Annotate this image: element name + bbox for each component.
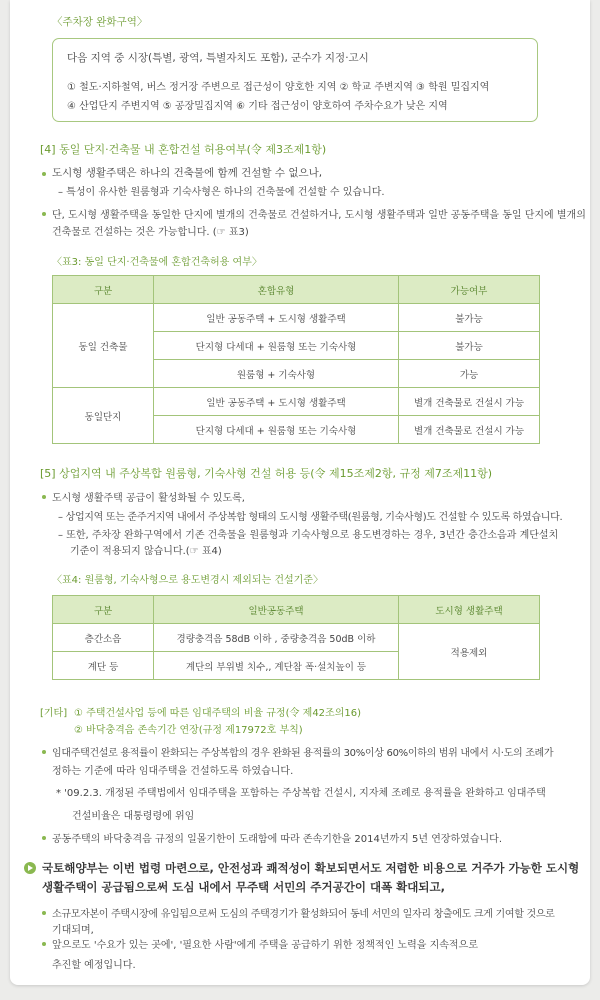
parking-zone-line1: ① 철도·지하철역, 버스 정거장 주변으로 접근성이 양호한 지역 ② 학교 주변지역 ③ 학원 밀집지역 [67,82,490,93]
section4-heading: [4] 동일 단지·건축물 내 혼합건설 허용여부(令 제3조제1항) [40,143,327,156]
section5-sub1: – 상업지역 또는 준주거지역 내에서 주상복합 형태의 도시형 생활주택(원룸형, 기숙사형)도 건설할 수 있도록 하였습니다. [58,512,563,523]
conclusion-bullet2-line2: 추진할 예정입니다. [52,960,136,971]
table-row [53,304,540,332]
table3-title: 〈표3: 동일 단지·건축물에 혼합건축허용 여부〉 [52,257,262,268]
table-cell: 불가능 [399,304,540,332]
table3-header-type: 혼합유형 [154,276,399,304]
parking-zone-box [52,38,538,122]
table-cell: 단지형 다세대 + 원룸형 또는 기숙사형 [154,416,399,444]
other-bullet2: 공동주택의 바닥충격음 규정의 일몰기한이 도래함에 따라 존속기한을 2014년까지 5년 연장하였습니다. [52,834,502,845]
bullet-icon [42,495,46,499]
other-item2: ② 바닥충격음 존속기간 연장(규정 제17972호 부칙) [74,725,303,736]
parking-zone-title: 〈주차장 완화구역〉 [52,16,148,28]
table-cell: 층간소음 [53,624,154,652]
table-row [53,624,540,652]
section4-bullet1-sub: – 특성이 유사한 원룸형과 기숙사형은 하나의 건축물에 건설할 수 있습니다. [58,187,385,198]
section5-bullet1: 도시형 생활주택 공급이 활성화될 수 있도록, [52,493,245,504]
section4-bullet2-line1: 단, 도시형 생활주택을 동일한 단지에 별개의 건축물로 건설하거나, 도시형 생활주택과 일반 공동주택을 동일 단지에 별개의 [52,210,586,221]
table4-header-general: 일반공동주택 [154,596,399,624]
conclusion-bullet1-line1: 소규모자본이 주택시장에 유입됨으로써 도심의 주택경기가 활성화되어 동네 서민의 일자리 창출에도 크게 기여할 것으로 [52,909,555,920]
section5-sub2-line2: 기준이 적용되지 않습니다.(☞ 표4) [70,546,222,557]
table-cell: 일반 공동주택 + 도시형 생활주택 [154,304,399,332]
bullet-icon [42,750,46,754]
other-label: [기타] [40,708,68,719]
table4-title: 〈표4: 원룸형, 기숙사형으로 용도변경시 제외되는 건설기준〉 [52,575,323,586]
table3 [52,275,540,444]
parking-zone-line2: ④ 산업단지 주변지역 ⑤ 공장밀집지역 ⑥ 기타 접근성이 양호하여 주차수요가 낮은 지역 [67,101,448,112]
bullet-icon [42,172,46,176]
table-cell: 단지형 다세대 + 원룸형 또는 기숙사형 [154,332,399,360]
table3-header-possible: 가능여부 [399,276,540,304]
bullet-icon [42,911,46,915]
table-cell: 일반 공동주택 + 도시형 생활주택 [154,388,399,416]
conclusion-bullet2-line1: 앞으로도 '수요가 있는 곳에', '필요한 사람'에게 주택을 공급하기 위한 정책적인 노력을 지속적으로 [52,940,478,951]
table-cell: 별개 건축물로 건설시 가능 [399,388,540,416]
table-cell: 불가능 [399,332,540,360]
table4-merged-excluded: 적용제외 [399,624,540,680]
table3-header-category: 구분 [53,276,154,304]
section5-sub2-line1: – 또한, 주차장 완화구역에서 기존 건축물을 원룸형과 기숙사형으로 용도변경하는 경우, 3년간 층간소음과 계단설치 [58,530,559,541]
document-page [10,0,590,985]
conclusion-bullet1-line2: 기대되며, [52,925,94,936]
conclusion-main-line2: 생활주택이 공급됨으로써 도심 내에서 무주택 서민의 주거공간이 대폭 확대되고, [42,880,445,894]
conclusion-main-line1: 국토해양부는 이번 법령 마련으로, 안전성과 쾌적성이 확보되면서도 저렴한 비용으로 거주가 가능한 도시형 [42,861,580,875]
table3-group-same-building: 동일 건축물 [53,304,154,388]
table-cell: 가능 [399,360,540,388]
table-cell: 계단 등 [53,652,154,680]
bullet-icon [42,212,46,216]
parking-zone-intro: 다음 지역 중 시장(특별, 광역, 특별자치도 포함), 군수가 지정·고시 [67,52,369,64]
table-cell: 원룸형 + 기숙사형 [154,360,399,388]
section5-heading: [5] 상업지역 내 주상복합 원룸형, 기숙사형 건설 허용 등(令 제15조제2항, 규정 제7조제11항) [40,467,493,480]
table-row [53,388,540,416]
table-cell: 별개 건축물로 건설시 가능 [399,416,540,444]
section4-bullet1: 도시형 생활주택은 하나의 건축물에 함께 건설할 수 없으나, [52,167,323,179]
other-bullet1-line1: 임대주택건설로 용적률이 완화되는 주상복합의 경우 완화된 용적률의 30%이상 60%이하의 범위 내에서 시·도의 조례가 [52,748,554,759]
table-cell: 계단의 부위별 치수,, 계단참 폭·설치높이 등 [154,652,399,680]
other-item1: ① 주택건설사업 등에 따른 임대주택의 비율 규정(令 제42조의16) [74,708,361,719]
table4 [52,595,540,680]
section4-bullet2-line2: 건축물로 건설하는 것은 가능합니다. (☞ 표3) [52,227,249,238]
table3-group-same-complex: 동일단지 [53,388,154,444]
arrow-circle-icon [24,862,36,874]
table4-header-urban: 도시형 생활주택 [399,596,540,624]
table4-header-category: 구분 [53,596,154,624]
table-cell: 경량충격음 58dB 이하 , 중량충격음 50dB 이하 [154,624,399,652]
other-note-line1: * '09.2.3. 개정된 주택법에서 임대주택을 포함하는 주상복합 건설시, 지자체 조례로 용적률을 완화하고 임대주택 [56,788,546,799]
other-bullet1-line2: 정하는 기준에 따라 임대주택을 건설하도록 하였습니다. [52,766,294,777]
bullet-icon [42,942,46,946]
other-note-line2: 건설비율은 대통령령에 위임 [72,811,195,822]
bullet-icon [42,836,46,840]
